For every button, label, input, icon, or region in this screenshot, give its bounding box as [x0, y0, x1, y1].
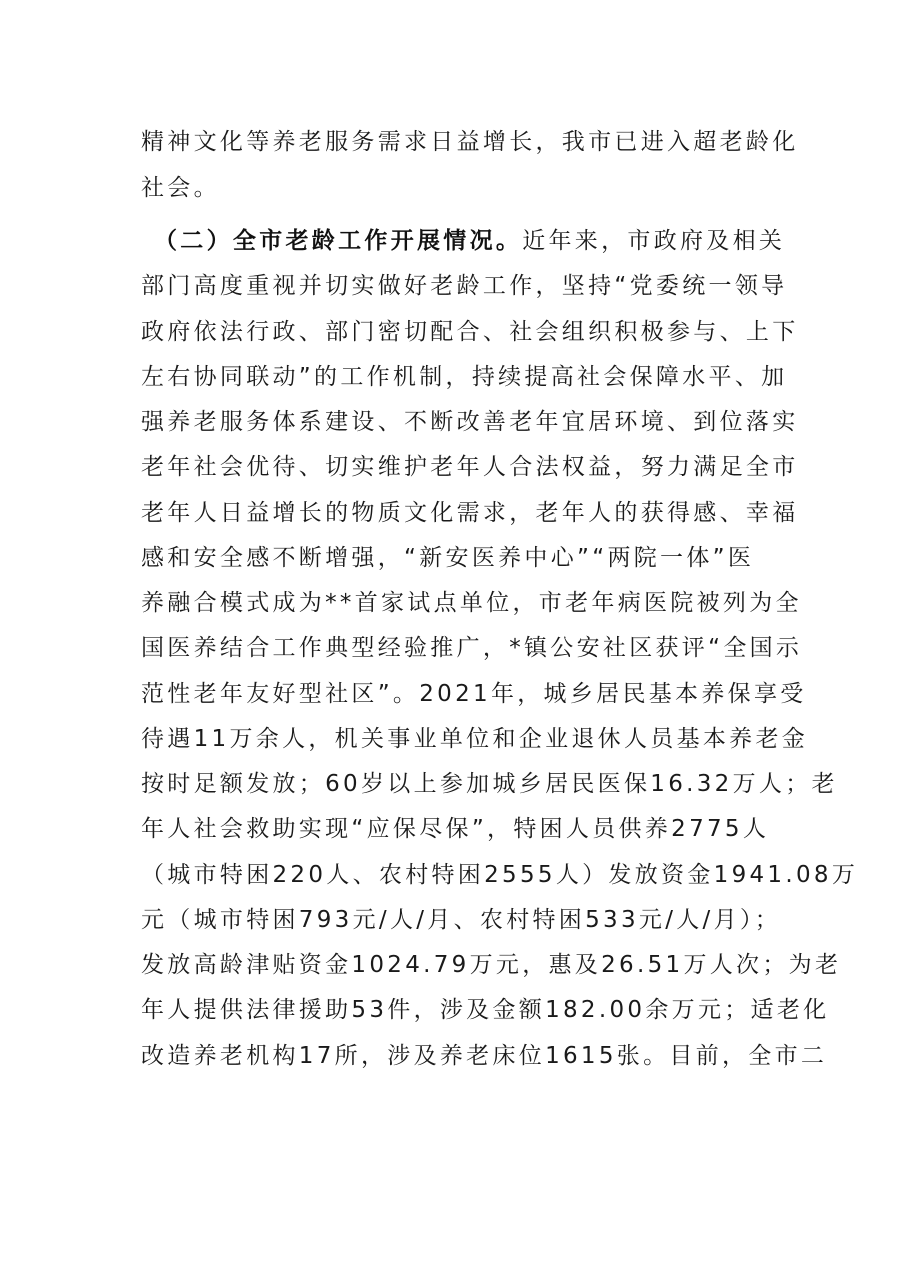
section-heading-line	[0, 221, 909, 261]
body-text-line	[0, 168, 909, 208]
body-text-line	[0, 538, 909, 578]
line-text: 范性老年友好型社区”。2021年，城乡居民基本养保享受	[141, 681, 807, 707]
line-text: 强养老服务体系建设、不断改善老年宜居环境、到位落实	[141, 409, 799, 435]
body-text-line	[0, 674, 909, 714]
body-text-line	[0, 945, 909, 985]
line-text: 年人社会救助实现“应保尽保”，特困人员供养2775人	[141, 816, 770, 842]
body-text-line	[0, 312, 909, 352]
line-text: 精神文化等养老服务需求日益增长，我市已进入超老龄化	[141, 129, 799, 155]
line-text: （城市特困220人、农村特困2555人）发放资金1941.08万	[141, 862, 859, 888]
line-text: 政府依法行政、部门密切配合、社会组织积极参与、上下	[141, 319, 799, 345]
body-text-line	[0, 900, 909, 940]
line-text: 社会。	[141, 175, 220, 201]
body-text-line	[0, 122, 909, 162]
line-text: 老年社会优待、切实维护老年人合法权益，努力满足全市	[141, 454, 799, 480]
line-text: 元（城市特困793元/人/月、农村特困533元/人/月）；	[141, 907, 781, 933]
body-text-line	[0, 1036, 909, 1076]
body-text-line	[0, 402, 909, 442]
line-text: 年人提供法律援助53件，涉及金额182.00余万元；适老化	[141, 997, 830, 1023]
body-text-line	[0, 357, 909, 397]
body-text-line	[0, 855, 909, 895]
body-text-line	[0, 809, 909, 849]
body-text-line	[0, 764, 909, 804]
body-text-line	[0, 447, 909, 487]
line-text: 待遇11万余人，机关事业单位和企业退休人员基本养老金	[141, 726, 809, 752]
line-text: 左右协同联动”的工作机制，持续提高社会保障水平、加	[141, 364, 788, 390]
body-text-line	[0, 266, 909, 306]
body-text-line	[0, 628, 909, 668]
body-text-line	[0, 583, 909, 623]
body-text-line	[0, 719, 909, 759]
line-text: 老年人日益增长的物质文化需求，老年人的获得感、幸福	[141, 500, 799, 526]
line-text: 改造养老机构17所，涉及养老床位1615张。目前，全市二	[141, 1043, 828, 1069]
line-text: 按时足额发放；60岁以上参加城乡居民医保16.32万人；老	[141, 771, 838, 797]
line-text: 发放高龄津贴资金1024.79万元，惠及26.51万人次；为老	[141, 952, 842, 978]
line-text: 感和安全感不断增强，“新安医养中心”“两院一体”医	[141, 545, 755, 571]
line-text: 近年来，市政府及相关	[522, 228, 786, 254]
line-text: 养融合模式成为**首家试点单位，市老年病医院被列为全	[141, 590, 802, 616]
line-text: 国医养结合工作典型经验推广，*镇公安社区获评“全国示	[141, 635, 803, 661]
body-text-line	[0, 990, 909, 1030]
line-text: 部门高度重视并切实做好老龄工作，坚持“党委统一领导	[141, 273, 788, 299]
body-text-line	[0, 493, 909, 533]
section-heading: （二）全市老龄工作开展情况。	[154, 228, 523, 254]
